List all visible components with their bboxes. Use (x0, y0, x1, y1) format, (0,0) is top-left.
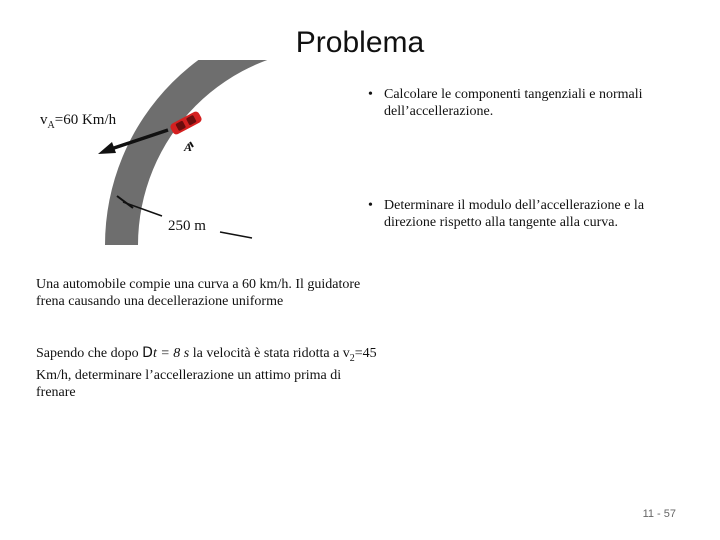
task-item-1: • Calcolare le componenti tangenziali e normali dell’accellerazione. (366, 86, 696, 120)
task-list (366, 86, 696, 231)
road-curve (105, 60, 335, 245)
problem-paragraph-1: Una automobile compie una curva a 60 km/h. Il guidatore frena causando una decellerazione uniforme (36, 277, 361, 309)
velocity-label: $v_A=60$ Km/h (40, 112, 117, 131)
curve-figure (0, 60, 340, 260)
delta-symbol: D (142, 345, 153, 361)
velocity-arrowhead (98, 142, 116, 154)
slide-title: Problema (295, 26, 425, 59)
radius-label: 250 m (168, 218, 206, 234)
problem-paragraph-2: Sapendo che dopo Dt = 8 s la velocità è stata ridotta a $v_2=45$ Km/h, determinare l’accellerazione un attimo prima di frenare (36, 345, 377, 400)
task-item-2: • Determinare il modulo dell’accellerazione e la direzione rispetto alla tangente alla curva. (366, 197, 696, 231)
radius-line-right (220, 232, 252, 238)
page-number: 11 - 57 (642, 508, 676, 520)
point-a-label: A (184, 140, 193, 154)
